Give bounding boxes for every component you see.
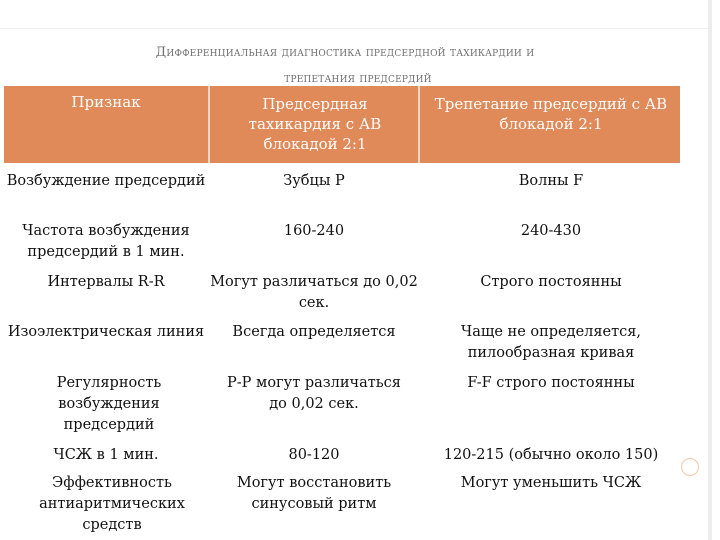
header-sign: Признак — [71, 93, 141, 111]
cell-sign: Возбуждение предсердий — [6, 173, 206, 189]
frame-top-line — [0, 28, 712, 29]
cell-sign: Эффективность антиаритмических средств — [39, 475, 185, 533]
cell-flutter: F-F строго постоянны — [467, 375, 635, 391]
header-divider — [208, 86, 210, 163]
frame-right-border — [708, 0, 712, 540]
cell-tachycardia: 80-120 — [288, 447, 340, 463]
cell-flutter: Чаще не определяется, пилообразная кривая — [461, 324, 641, 361]
cell-tachycardia: Могут различаться до 0,02 сек. — [210, 274, 418, 311]
header-atrial-tachycardia: Предсердная тахикардия с АВ блокадой 2:1 — [248, 95, 382, 153]
table-row — [4, 373, 680, 439]
cell-sign: ЧСЖ в 1 мин. — [53, 447, 159, 463]
table-row — [4, 445, 680, 469]
cell-tachycardia: Зубцы Р — [283, 173, 345, 189]
table-row — [4, 473, 680, 539]
table-row — [4, 171, 680, 217]
decorative-circle — [681, 458, 699, 476]
cell-sign: Изоэлектрическая линия — [7, 324, 205, 340]
table-row — [4, 272, 680, 318]
cell-flutter: Могут уменьшить ЧСЖ — [460, 475, 642, 491]
cell-sign: Регулярность возбуждения предсердий — [56, 375, 162, 433]
cell-sign: Частота возбуждения предсердий в 1 мин. — [22, 223, 190, 260]
table-header — [4, 86, 680, 163]
cell-tachycardia: 160-240 — [283, 223, 345, 239]
cell-flutter: Волны F — [518, 173, 584, 189]
table-row — [4, 221, 680, 267]
cell-tachycardia: Р-Р могут различаться до 0,02 сек. — [227, 375, 401, 412]
title-line-2: трепетания предсердий — [284, 71, 432, 86]
header-divider — [418, 86, 420, 163]
table-row — [4, 322, 680, 368]
cell-flutter: 120-215 (обычно около 150) — [443, 447, 659, 463]
header-atrial-flutter: Трепетание предсердий с АВ блокадой 2:1 — [434, 95, 668, 133]
slide-title — [58, 40, 658, 92]
cell-tachycardia: Могут восстановить синусовый ритм — [236, 475, 392, 512]
cell-sign: Интервалы R-R — [47, 274, 165, 290]
cell-flutter: Строго постоянны — [480, 274, 622, 290]
cell-tachycardia: Всегда определяется — [232, 324, 396, 340]
title-line-1: Дифференциальная диагностика предсердной тахикардии и — [155, 45, 535, 60]
cell-flutter: 240-430 — [520, 223, 582, 239]
